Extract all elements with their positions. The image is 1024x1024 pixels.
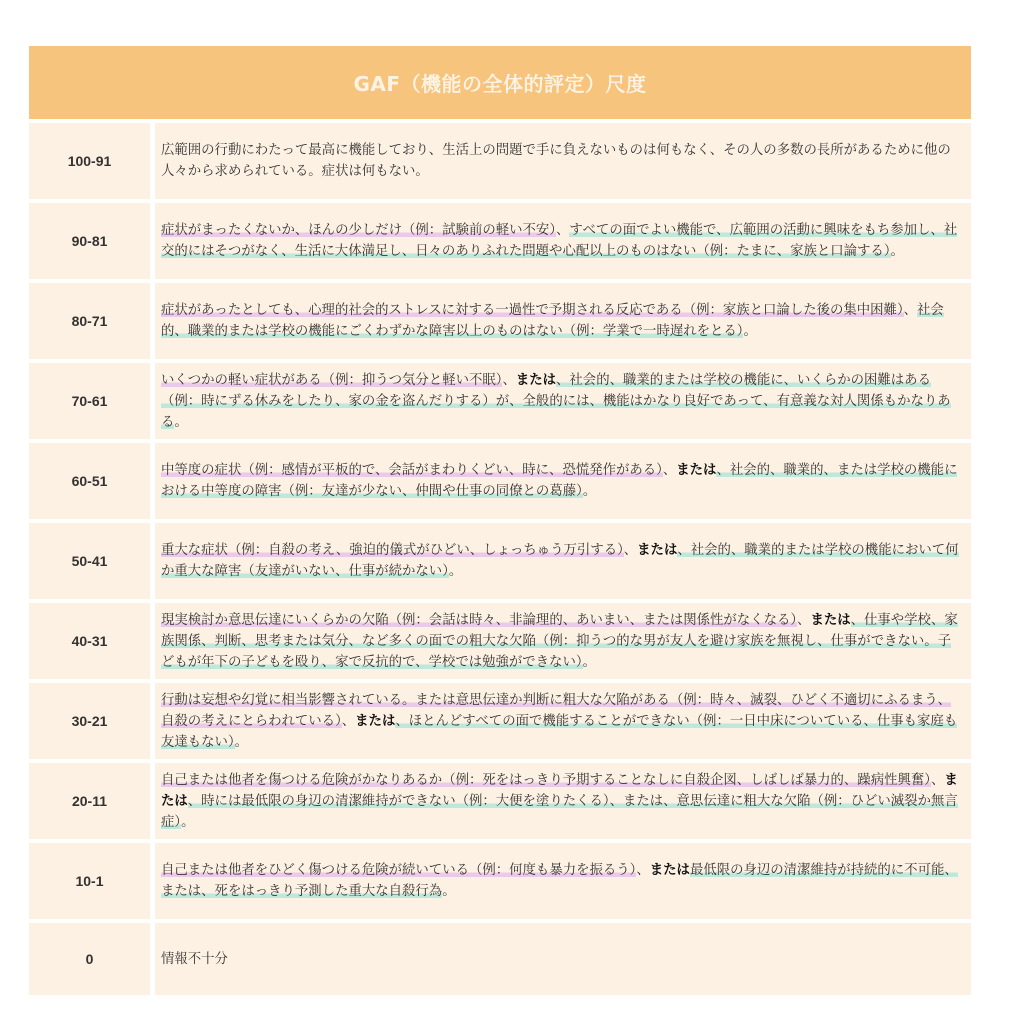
or-keyword: または xyxy=(637,543,678,558)
score-range: 20-11 xyxy=(71,793,108,809)
symptom-highlight: 自己または他者を傷つける危険がかなりあるか（例：死をはっきり予期することなしに自殺企図、しばしば暴力的、躁病性興奮） xyxy=(161,772,931,788)
separator-text: 、 xyxy=(903,303,918,318)
score-range: 60-51 xyxy=(71,473,108,489)
score-range: 0 xyxy=(85,951,94,967)
separator-text: 、 xyxy=(341,713,356,729)
score-range-cell xyxy=(29,443,150,519)
description-text xyxy=(161,949,228,970)
separator-text: 、 xyxy=(556,223,570,238)
score-range-cell xyxy=(29,203,150,279)
or-keyword: または xyxy=(355,713,396,729)
description-text xyxy=(161,460,961,502)
score-range: 90-81 xyxy=(71,233,108,249)
symptom-highlight: 行動は妄想や幻覚に相当影響されている。または意思伝達か判断に粗大な欠陥がある（例：時々、滅裂、ひどく不適切にふるまう、自殺の考えにとらわれている） xyxy=(161,692,952,729)
table-row xyxy=(29,443,971,519)
or-keyword: または xyxy=(515,372,557,388)
separator-text: 、 xyxy=(502,372,516,388)
description-cell xyxy=(155,283,971,359)
description-text xyxy=(161,540,961,582)
description-cell xyxy=(155,923,971,995)
period-text: 。 xyxy=(174,414,188,430)
symptom-highlight: いくつかの軽い症状がある（例：抑うつ気分と軽い不眠） xyxy=(161,372,503,388)
table-row xyxy=(29,523,971,599)
table-row xyxy=(29,123,971,199)
score-range-cell xyxy=(29,923,150,995)
plain-text: 情報不十分 xyxy=(161,951,228,967)
symptom-highlight: 自己または他者をひどく傷つける危険が続いている（例：何度も暴力を振るう） xyxy=(161,863,637,878)
separator-text: 、 xyxy=(623,543,638,558)
or-keyword: または xyxy=(810,612,851,628)
symptom-highlight: 症状があったとしても、心理的社会的ストレスに対する一過性で予期される反応である（例：家族と口論した後の集中困難） xyxy=(161,303,904,318)
description-cell xyxy=(155,443,971,519)
symptom-highlight: 中等度の症状（例：感情が平板的で、会話がまわりくどい、時に、恐慌発作がある） xyxy=(161,463,663,478)
table-row xyxy=(29,683,971,759)
description-cell xyxy=(155,203,971,279)
score-range-cell xyxy=(29,763,150,839)
function-highlight: 最低限の身辺の清潔維持が持続的に不可能、または、死をはっきり予測した重大な自殺行為 xyxy=(161,863,958,899)
table-row xyxy=(29,283,971,359)
function-highlight: 、仕事や学校、家族関係、判断、思考または気分、など多くの面での粗大な欠陥（例：抑うつ的な男が友人を避け家族を無視し、仕事ができない。子どもが年下の子どもを殴り、家で反抗的で、学校では勉強ができない） xyxy=(161,612,958,670)
description-text xyxy=(161,220,961,262)
table-title xyxy=(29,46,971,119)
or-keyword: または xyxy=(676,463,717,478)
description-text xyxy=(161,300,961,342)
table-row xyxy=(29,763,971,839)
separator-text: 、 xyxy=(797,612,811,628)
score-range: 100-91 xyxy=(67,153,112,169)
function-highlight: 、社会的、職業的または学校の機能において何か重大な障害（友達がいない、仕事が続かない） xyxy=(161,543,959,579)
function-highlight: 社会的、職業的または学校の機能にごくわずかな障害以上のものはない（例：学業で一時遅れをとる） xyxy=(161,303,944,339)
separator-text: 、 xyxy=(636,863,650,878)
symptom-highlight: 現実検討か意思伝達にいくらかの欠陥（例：会話は時々、非論理的、あいまい、または関係性がなくなる） xyxy=(161,612,798,628)
description-cell xyxy=(155,843,971,919)
function-highlight: 、社会的、職業的または学校の機能に、いくらかの困難はある（例：時にずる休みをしたり、家の金を盗んだりする）が、全般的には、機能はかなり良好であって、有意義な対人関係もかなりある xyxy=(161,372,951,430)
period-text: 。 xyxy=(181,814,195,830)
description-cell xyxy=(155,603,971,679)
table-body xyxy=(29,123,971,995)
description-cell xyxy=(155,683,971,759)
symptom-highlight: 症状がまったくないか、ほんの少しだけ（例：試験前の軽い不安） xyxy=(161,223,557,238)
period-text: 。 xyxy=(234,734,249,750)
score-range: 10-1 xyxy=(75,873,104,889)
separator-text: 、 xyxy=(662,463,677,478)
description-cell xyxy=(155,763,971,839)
function-highlight: すべての面でよい機能で、広範囲の活動に興味をもち参加し、社交的にはそつがなく、生活に大体満足し、日々のありふれた問題や心配以上のものはない（例：たまに、家族と口論する） xyxy=(161,223,958,259)
description-text xyxy=(161,610,961,673)
score-range: 50-41 xyxy=(71,553,108,569)
period-text: 。 xyxy=(743,324,757,339)
function-highlight: 、社会的、職業的、または学校の機能における中等度の障害（例：友達が少ない、仲間や仕事の同僚との葛藤） xyxy=(161,463,958,499)
description-text xyxy=(161,140,961,182)
function-highlight: 、ほとんどすべての面で機能することができない（例：一日中床についている、仕事も家庭も友達もない） xyxy=(161,713,958,750)
description-text xyxy=(161,370,961,433)
or-keyword: または xyxy=(649,863,690,878)
score-range-cell xyxy=(29,363,150,439)
description-cell xyxy=(155,523,971,599)
score-range-cell xyxy=(29,283,150,359)
description-text xyxy=(161,770,961,833)
separator-text: 、 xyxy=(930,772,945,788)
score-range-cell xyxy=(29,603,150,679)
score-range-cell xyxy=(29,523,150,599)
score-range-cell xyxy=(29,683,150,759)
period-text: 。 xyxy=(448,564,463,579)
table-row xyxy=(29,203,971,279)
period-text: 。 xyxy=(582,654,596,670)
table-row xyxy=(29,923,971,995)
table-row xyxy=(29,603,971,679)
period-text: 。 xyxy=(582,484,597,499)
table-row xyxy=(29,363,971,439)
score-range: 70-61 xyxy=(71,393,108,409)
score-range-cell xyxy=(29,843,150,919)
description-cell xyxy=(155,123,971,199)
score-range: 80-71 xyxy=(71,313,108,329)
score-range: 30-21 xyxy=(71,713,108,729)
description-text xyxy=(161,860,961,902)
symptom-highlight: 重大な症状（例：自殺の考え、強迫的儀式がひどい、しょっちゅう万引する） xyxy=(161,543,624,558)
description-text xyxy=(161,690,961,753)
function-highlight: 、時には最低限の身辺の清潔維持ができない（例：大便を塗りたくる）、または、意思伝達に粗大な欠陥（例：ひどい滅裂か無言症） xyxy=(161,793,958,830)
plain-text: 広範囲の行動にわたって最高に機能しており、生活上の問題で手に負えないものは何もなく、その人の多数の長所があるために他の人々から求められている。症状は何もない。 xyxy=(161,143,951,179)
table-row xyxy=(29,843,971,919)
or-keyword: または xyxy=(161,772,958,809)
period-text: 。 xyxy=(890,244,904,259)
description-cell xyxy=(155,363,971,439)
period-text: 。 xyxy=(442,884,456,899)
table-title-text: GAF（機能の全体的評定）尺度 xyxy=(353,72,647,96)
score-range: 40-31 xyxy=(71,633,108,649)
gaf-table xyxy=(29,46,971,995)
score-range-cell xyxy=(29,123,150,199)
